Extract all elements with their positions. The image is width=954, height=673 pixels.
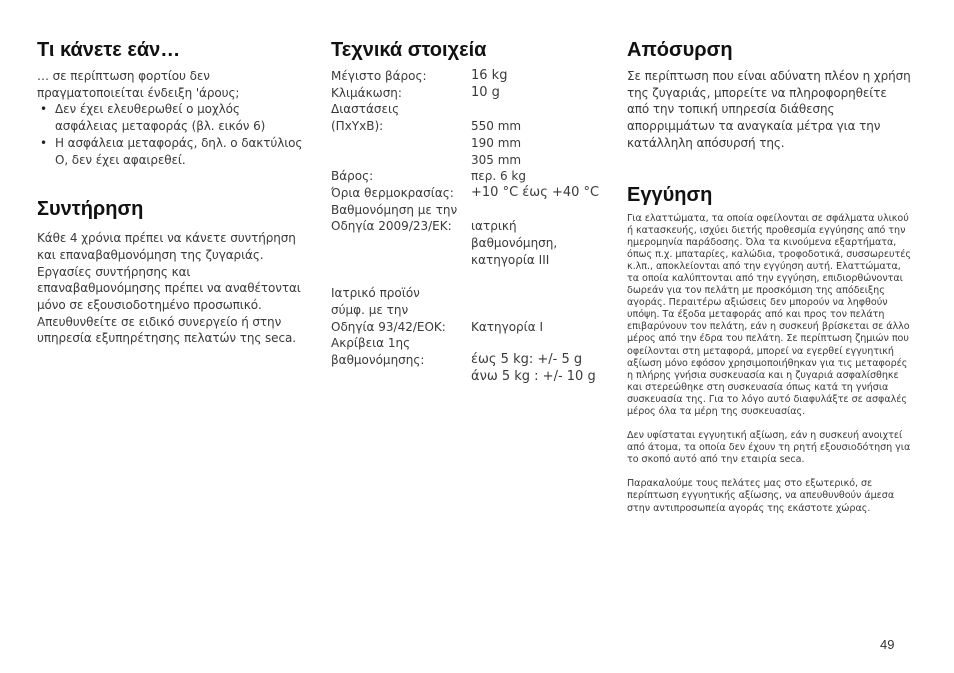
spec-value: κατηγορία III — [471, 252, 550, 267]
spec-label: Οδηγία 93/42/ΕΟΚ: — [331, 319, 446, 334]
spec-row — [331, 202, 611, 219]
left-column — [37, 38, 305, 347]
spec-value: βαθμονόμηση, — [471, 236, 558, 251]
spec-row — [331, 352, 611, 369]
spec-label: Διαστάσεις — [331, 102, 400, 117]
spec-value — [471, 335, 611, 352]
list-item: • Δεν έχει ελευθερωθεί ο μοχλός ασφάλειας μεταφοράς (βλ. εικόν 6) — [37, 101, 305, 134]
spec-label: Ιατρικό προϊόν — [331, 286, 420, 301]
spec-value — [471, 268, 611, 285]
spec-label — [331, 252, 471, 269]
troubleshooting-list — [37, 101, 305, 168]
warranty-heading: Εγγύηση — [627, 183, 713, 206]
spec-label — [331, 268, 471, 285]
spec-row — [331, 185, 611, 202]
spec-value: 190 mm — [471, 135, 522, 150]
middle-column — [331, 38, 611, 385]
spec-value: 550 mm — [471, 119, 522, 134]
spec-value: Κατηγορία I — [471, 319, 543, 334]
spec-row — [331, 218, 611, 235]
maintenance-text: Κάθε 4 χρόνια πρέπει να κάνετε συντήρηση και επαναβαθμονόμηση της ζυγαριάς. Εργασίες συντήρησης και επαναβαθμονόμησης πρέπει να αναθέτονται μόνο σε εξουσιοδοτημένο προσωπικό. Απευθυνθείτε σε ειδικό συνεργείο ή στην υπηρεσία εξυπηρέτησης πελατών της seca. — [37, 231, 301, 346]
spec-value: άνω 5 kg : +/- 10 g — [471, 368, 596, 384]
spec-label: σύμφ. με την — [331, 302, 409, 317]
spec-row — [331, 302, 611, 319]
spec-label: (ΠxYxB): — [331, 119, 384, 134]
spec-value: έως 5 kg: +/- 5 g — [471, 351, 583, 367]
disposal-text: Σε περίπτωση που είναι αδύνατη πλέον η χρήση της ζυγαριάς, μπορείτε να πληροφορηθείτε από την τοπική υπηρεσία διάθεσης απορριμμάτων τα αναγκαία μέτρα για την κατάλληλη απόσυρσή της. — [627, 69, 911, 150]
spec-label: Οδηγία 2009/23/ΕΚ: — [331, 219, 452, 234]
spec-value: περ. 6 kg — [471, 169, 526, 184]
spec-table — [331, 68, 611, 385]
spec-row — [331, 369, 611, 386]
spec-row — [331, 85, 611, 102]
spec-value — [471, 101, 611, 118]
spec-label: Βαθμονόμηση με την — [331, 202, 458, 217]
spec-row — [331, 252, 611, 269]
warranty-paragraph: Για ελαττώματα, τα οποία οφείλονται σε σφάλματα υλικού ή κατασκευής, ισχύει διετής προθεσμία εγγύησης από την ημερομηνία παράδοσης. Όλα τα κινούμενα εξαρτήματα, όπως π.χ. μπαταρίες, καλώδια, τροφοδοτικά, συσσωρευτές κ.λπ., αποκλείονται από την εγγύηση αυτή. Ελαττώματα, τα οποία καλύπτονται από την εγγύηση, επιδιορθώνονται δωρεάν για τον πελάτη με προσκόμιση της απόδειξης αγοράς. Περαιτέρω αξιώσεις δεν μπορούν να ληφθούν υπόψη. Τα έξοδα μεταφοράς από και προς τον πελάτη επιβαρύνουν τον πελάτη, εάν η συσκευή βρίσκεται σε άλλο μέρος από την έδρα του πελάτη. Σε περίπτωση ζημιών που οφείλονται στη μεταφορά, μπορεί να εγερθεί εγγυητική αξίωση μόνο εφόσον χρησιμοποιήθηκαν για τις μεταφορές η πλήρης γνήσια συσκευασία και η ζυγαριά ασφαλίσθηκε και στερεώθηκε στη συσκευασία όπως κατά τη γνήσια συσκευασία της. Για το λόγο αυτό διαφυλάξτε σε ασφαλές μέρος όλα τα μέρη της συσκευασίας. — [627, 212, 911, 418]
spec-row — [331, 68, 611, 85]
spec-label — [331, 135, 471, 152]
spec-label: Κλιμάκωση: — [331, 85, 402, 100]
spec-value: 10 g — [471, 84, 500, 100]
spec-row — [331, 118, 611, 135]
spec-label — [331, 235, 471, 252]
spec-label: Βάρος: — [331, 169, 374, 184]
spec-value — [471, 302, 611, 319]
spec-label: Όρια θερμοκρασίας: — [331, 185, 454, 200]
spec-row — [331, 319, 611, 336]
spec-value: 16 kg — [471, 68, 508, 83]
spec-label: Μέγιστο βάρος: — [331, 69, 427, 83]
spec-row — [331, 168, 611, 185]
spec-value: 305 mm — [471, 152, 522, 167]
right-column — [627, 38, 912, 515]
troubleshooting-heading: Τι κάνετε εάν… — [37, 39, 181, 61]
spec-label — [331, 152, 471, 169]
warranty-body — [627, 213, 912, 515]
spec-label: Ακρίβεια 1ης — [331, 336, 411, 351]
warranty-paragraph: Δεν υφίσταται εγγυητική αξίωση, εάν η συσκευή ανοιχτεί από άτομα, τα οποία δεν έχουν τη ρητή εξουσιοδότηση για το σκοπό αυτό από την εταιρία seca. — [627, 430, 911, 466]
spec-value: +10 °C έως +40 °C — [471, 184, 600, 200]
spec-value — [471, 202, 611, 219]
troubleshooting-body — [37, 68, 305, 168]
spec-label — [331, 369, 471, 386]
spec-row — [331, 135, 611, 152]
spec-value: ιατρική — [471, 219, 517, 234]
spec-row — [331, 152, 611, 169]
spec-row — [331, 235, 611, 252]
spec-row — [331, 285, 611, 302]
maintenance-heading: Συντήρηση — [37, 198, 144, 221]
disposal-heading: Απόσυρση — [627, 39, 733, 61]
tech-specs-heading: Τεχνικά στοιχεία — [331, 39, 487, 61]
spec-label: βαθμονόμησης: — [331, 352, 425, 367]
troubleshooting-intro: … σε περίπτωση φορτίου δεν πραγματοποιείται ένδειξη 'άρους; — [37, 69, 240, 100]
list-item: • Η ασφάλεια μεταφοράς, δηλ. ο δακτύλιος Ο, δεν έχει αφαιρεθεί. — [37, 135, 305, 168]
spec-row — [331, 335, 611, 352]
warranty-paragraph: Παρακαλούμε τους πελάτες μας στο εξωτερικό, σε περίπτωση εγγυητικής αξίωσης, να απευθυνθούν άμεσα στην αντιπροσωπεία αγοράς της εκάστοτε χώρας. — [627, 478, 895, 514]
page-number: 49 — [880, 637, 895, 652]
spec-value — [471, 285, 611, 302]
spec-row — [331, 268, 611, 285]
spec-row — [331, 101, 611, 118]
